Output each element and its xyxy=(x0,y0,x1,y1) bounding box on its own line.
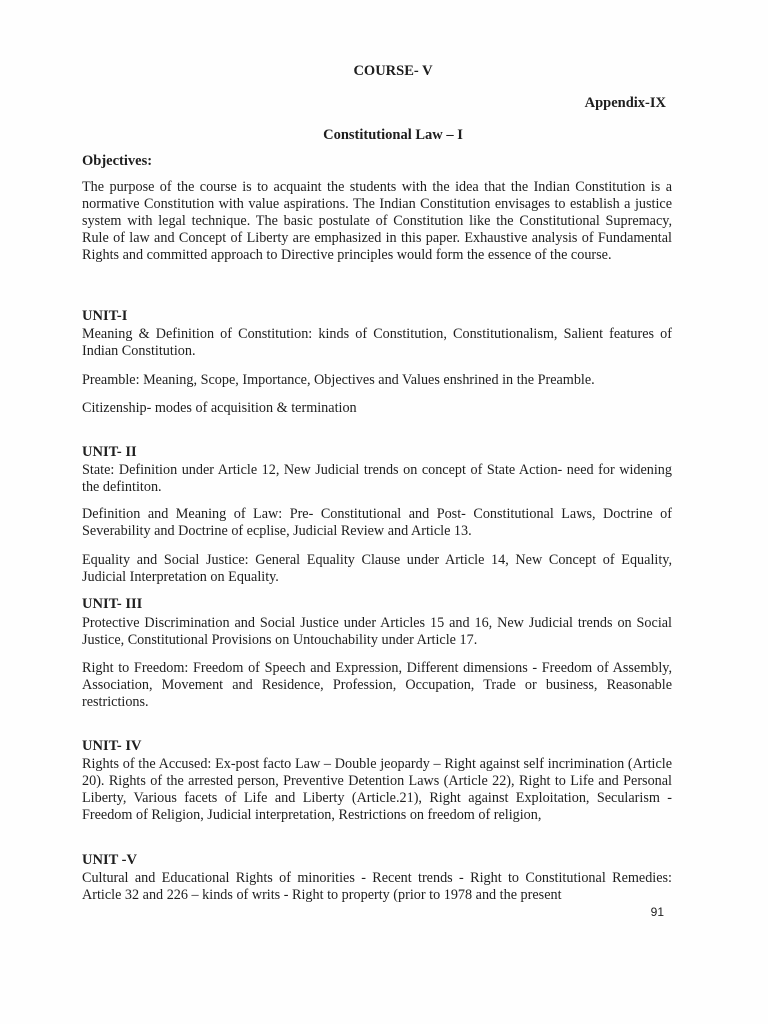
unit-4-heading: UNIT- IV xyxy=(82,738,142,754)
unit-3-heading: UNIT- III xyxy=(82,596,143,612)
unit-5-paragraph: Cultural and Educational Rights of minorities - Recent trends - Right to Constitutional Remedies: Article 32 and 226 – kinds of writs - Right to property (prior to 1978 and the present xyxy=(82,870,672,903)
objectives-heading: Objectives: xyxy=(82,153,153,169)
unit-1-paragraph: Preamble: Meaning, Scope, Importance, Objectives and Values enshrined in the Preamble. xyxy=(82,372,595,388)
unit-2-paragraph: Definition and Meaning of Law: Pre- Constitutional and Post- Constitutional Laws, Doctrine of Severability and Doctrine of ecplise, Judicial Review and Article 13. xyxy=(82,506,672,539)
unit-2-heading: UNIT- II xyxy=(82,444,137,460)
unit-2-paragraph: Equality and Social Justice: General Equality Clause under Article 14, New Concept of Equality, Judicial Interpretation on Equality. xyxy=(82,552,672,585)
unit-3-paragraph: Protective Discrimination and Social Justice under Articles 15 and 16, New Judicial trends on Social Justice, Constitutional Provisions on Untouchability under Article 17. xyxy=(82,615,672,648)
page-number: 91 xyxy=(650,905,664,919)
unit-2-paragraph: State: Definition under Article 12, New Judicial trends on concept of State Action- need for widening the defintiton. xyxy=(82,462,672,495)
unit-4-paragraph: Rights of the Accused: Ex-post facto Law – Double jeopardy – Right against self incrimination (Article 20). Rights of the arrested person, Preventive Detention Laws (Article 22), Right to Life and Personal Liberty, Various facets of Life and Liberty (Article.21), Right against Exploitation, Secularism - Freedom of Religion, Judicial interpretation, Restrictions on freedom of religion, xyxy=(82,756,672,823)
subject-title: Constitutional Law – I xyxy=(323,127,463,143)
course-title: COURSE- V xyxy=(353,63,433,79)
unit-3-paragraph: Right to Freedom: Freedom of Speech and Expression, Different dimensions - Freedom of Assembly, Association, Movement and Residence, Profession, Occupation, Trade or business, Reasonable restrictions. xyxy=(82,660,672,710)
unit-1-heading: UNIT-I xyxy=(82,308,128,324)
objectives-paragraph: The purpose of the course is to acquaint the students with the idea that the Indian Constitution is a normative Constitution with value aspirations. The Indian Constitution envisages to establish a justice system with legal technique. The basic postulate of Constitution like the Constitutional Supremacy, Rule of law and Concept of Liberty are emphasized in this paper. Exhaustive analysis of Fundamental Rights and committed approach to Directive principles would form the essence of the course. xyxy=(82,179,672,263)
appendix-label: Appendix-IX xyxy=(584,95,666,111)
unit-1-paragraph: Meaning & Definition of Constitution: kinds of Constitution, Constitutionalism, Salient features of Indian Constitution. xyxy=(82,326,672,359)
unit-1-paragraph: Citizenship- modes of acquisition & termination xyxy=(82,400,357,416)
unit-5-heading: UNIT -V xyxy=(82,852,137,868)
